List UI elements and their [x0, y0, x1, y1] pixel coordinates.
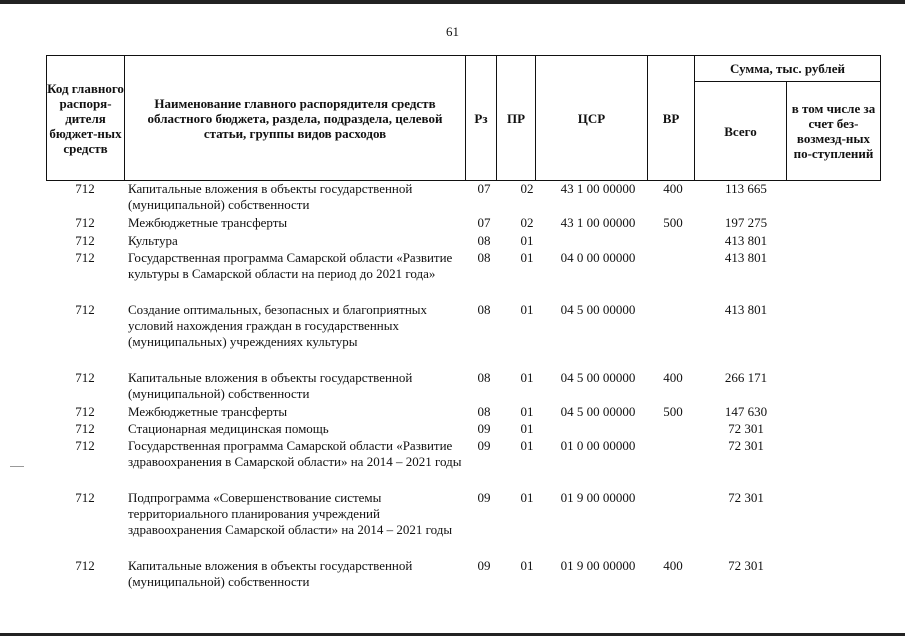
row-code: 712 — [75, 558, 95, 573]
row-pr: 02 — [520, 181, 534, 196]
row-code: 712 — [75, 215, 95, 230]
row-rz: 09 — [477, 438, 491, 453]
row-code: 712 — [75, 438, 95, 453]
row-pr: 01 — [520, 370, 534, 385]
row-total: 413 801 — [724, 302, 768, 317]
row-total: 72 301 — [728, 421, 764, 436]
row-pr: 01 — [520, 421, 534, 436]
row-name: Культура — [128, 233, 178, 248]
row-pr: 01 — [520, 490, 534, 505]
row-csr: 04 5 00 00000 — [560, 370, 636, 385]
row-name: Стационарная медицинская помощь — [128, 421, 329, 436]
row-code: 712 — [75, 370, 95, 385]
row-name: Капитальные вложения в объекты государственной (муниципальной) собственности — [128, 370, 413, 401]
row-pr: 01 — [520, 558, 534, 573]
row-code: 712 — [75, 233, 95, 248]
row-csr: 01 9 00 00000 — [560, 558, 636, 573]
row-name: Государственная программа Самарской области «Развитие здравоохранения в Самарской области» на 2014 – 2021 годы — [128, 438, 462, 469]
row-total: 266 171 — [724, 370, 768, 385]
row-csr: 01 9 00 00000 — [560, 490, 636, 505]
row-pr: 01 — [520, 302, 534, 317]
row-csr: 04 0 00 00000 — [560, 250, 636, 265]
row-csr: 01 0 00 00000 — [560, 438, 636, 453]
row-code: 712 — [75, 490, 95, 505]
row-name: Государственная программа Самарской области «Развитие культуры в Самарской области на период до 2021 года» — [128, 250, 453, 281]
header-sum: Сумма, тыс. рублей — [730, 61, 845, 76]
row-pr: 01 — [520, 438, 534, 453]
row-total: 72 301 — [728, 490, 764, 505]
bottom-border-line — [0, 633, 905, 636]
row-rz: 09 — [477, 490, 491, 505]
row-rz: 08 — [477, 233, 491, 248]
header-csr: ЦСР — [577, 110, 606, 126]
margin-mark — [10, 466, 24, 467]
row-rz: 09 — [477, 558, 491, 573]
row-rz: 08 — [477, 404, 491, 419]
row-rz: 07 — [477, 181, 491, 196]
row-name: Капитальные вложения в объекты государственной (муниципальной) собственности — [128, 181, 413, 212]
row-name: Капитальные вложения в объекты государственной (муниципальной) собственности — [128, 558, 413, 589]
header-code: Код главного распоря-дителя бюджет-ных средств — [47, 80, 124, 156]
row-total: 413 801 — [724, 250, 768, 265]
row-rz: 08 — [477, 370, 491, 385]
row-pr: 01 — [520, 404, 534, 419]
header-rz: Рз — [474, 110, 488, 126]
row-rz: 08 — [477, 250, 491, 265]
table-header — [46, 55, 881, 181]
row-rz: 09 — [477, 421, 491, 436]
row-csr: 43 1 00 00000 — [560, 215, 636, 230]
row-code: 712 — [75, 421, 95, 436]
page-number: 61 — [446, 24, 459, 39]
row-vr: 400 — [663, 370, 683, 385]
row-code: 712 — [75, 404, 95, 419]
row-total: 197 275 — [724, 215, 768, 230]
row-name: Создание оптимальных, безопасных и благоприятных условий нахождения граждан в государственных (муниципальных) учреждениях культуры — [128, 302, 428, 349]
header-incl: в том числе за счет без-возмезд-ных по-ступлений — [791, 101, 876, 161]
row-name: Межбюджетные трансферты — [128, 215, 288, 230]
row-vr: 500 — [663, 215, 683, 230]
row-total: 413 801 — [724, 233, 768, 248]
header-name: Наименование главного распорядителя средств областного бюджета, раздела, подраздела, целевой статьи, группы видов расходов — [147, 95, 443, 141]
row-vr: 500 — [663, 404, 683, 419]
row-csr: 04 5 00 00000 — [560, 404, 636, 419]
row-total: 147 630 — [724, 404, 768, 419]
row-csr: 04 5 00 00000 — [560, 302, 636, 317]
row-name: Межбюджетные трансферты — [128, 404, 288, 419]
row-vr: 400 — [663, 181, 683, 196]
row-code: 712 — [75, 181, 95, 196]
row-pr: 02 — [520, 215, 534, 230]
row-code: 712 — [75, 302, 95, 317]
row-code: 712 — [75, 250, 95, 265]
header-total: Всего — [724, 123, 757, 139]
row-csr: 43 1 00 00000 — [560, 181, 636, 196]
row-name: Подпрограмма «Совершенствование системы территориального планирования учреждений здравоохранения Самарской области» на 2014 – 2021 годы — [128, 490, 453, 537]
header-pr: ПР — [506, 110, 526, 126]
row-total: 113 665 — [725, 181, 767, 196]
row-total: 72 301 — [728, 438, 764, 453]
row-vr: 400 — [663, 558, 683, 573]
row-rz: 07 — [477, 215, 491, 230]
row-pr: 01 — [520, 250, 534, 265]
header-vr: ВР — [662, 110, 680, 126]
row-rz: 08 — [477, 302, 491, 317]
row-pr: 01 — [520, 233, 534, 248]
row-total: 72 301 — [728, 558, 764, 573]
top-border-line — [0, 0, 905, 4]
